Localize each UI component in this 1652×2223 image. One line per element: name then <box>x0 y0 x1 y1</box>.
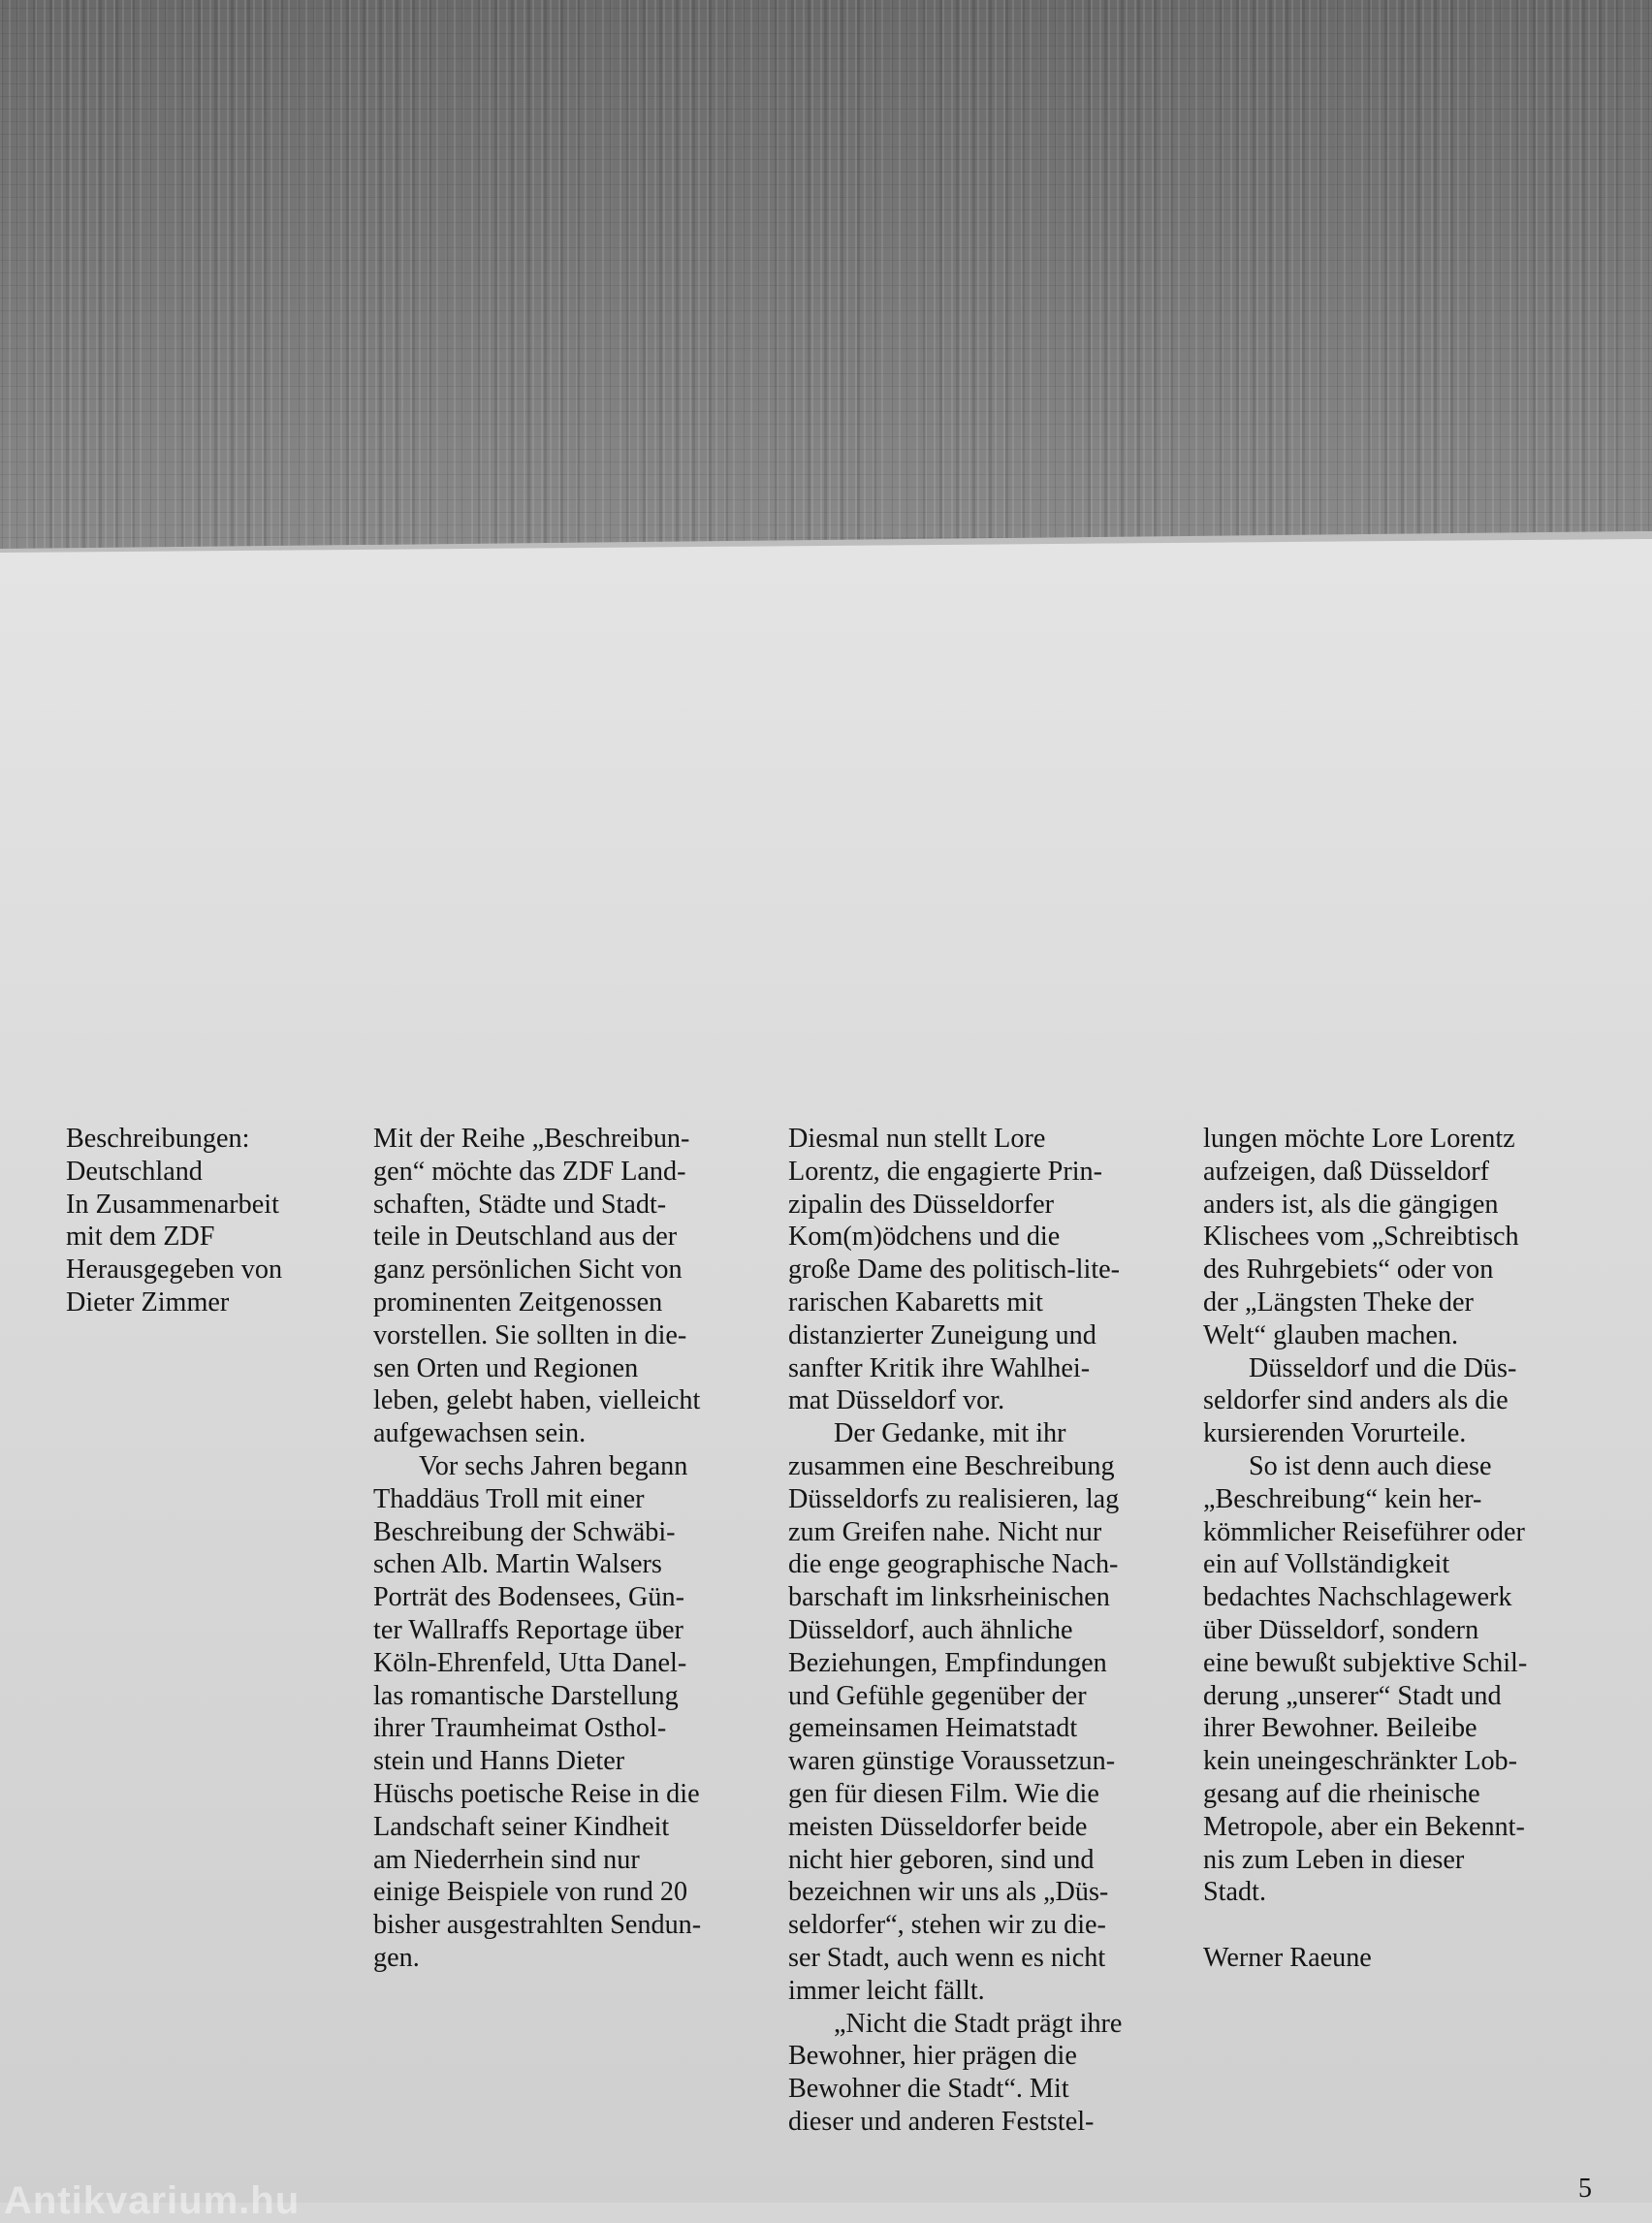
text-line: zusammen eine Beschreibung <box>788 1450 1115 1481</box>
colophon-line: mit dem ZDF <box>66 1222 215 1253</box>
text-line: Düsseldorf und die Düs- <box>1249 1352 1517 1383</box>
text-line: aufgewachsen sein. <box>373 1418 587 1449</box>
text-line: nis zum Leben in dieser <box>1203 1844 1465 1875</box>
text-line: Bewohner die Stadt“. Mit <box>788 2074 1069 2105</box>
text-line: Klischees vom „Schreibtisch <box>1203 1222 1519 1253</box>
text-column-3 <box>788 1123 1122 2139</box>
text-line: Stadt. <box>1203 1877 1266 1908</box>
text-line: vorstellen. Sie sollten in die- <box>373 1319 687 1350</box>
text-line: zipalin des Düsseldorfer <box>788 1189 1054 1220</box>
colophon-line: Dieter Zimmer <box>66 1286 230 1318</box>
text-line: Lorentz, die engagierte Prin- <box>788 1156 1103 1187</box>
text-line: große Dame des politisch-lite- <box>788 1254 1121 1286</box>
text-line: distanzierter Zuneigung und <box>788 1319 1096 1350</box>
text-line: leben, gelebt haben, vielleicht <box>373 1385 701 1416</box>
text-line: „Beschreibung“ kein her- <box>1203 1483 1482 1514</box>
text-line: waren günstige Voraussetzun- <box>788 1746 1116 1777</box>
text-line: bezeichnen wir uns als „Düs- <box>788 1877 1109 1908</box>
text-line: die enge geographische Nach- <box>788 1549 1119 1580</box>
text-line: „Nicht die Stadt prägt ihre <box>834 2008 1123 2039</box>
watermark: Antikvarium.hu <box>4 2179 301 2222</box>
text-line: des Ruhrgebiets“ oder von <box>1203 1254 1494 1286</box>
text-line: schaften, Städte und Stadt- <box>373 1189 667 1220</box>
text-line: ein auf Vollständigkeit <box>1203 1549 1450 1580</box>
text-line: seldorfer“, stehen wir zu die- <box>788 1910 1106 1941</box>
text-line: Beziehungen, Empfindungen <box>788 1647 1107 1678</box>
text-line: ter Wallraffs Reportage über <box>373 1614 683 1645</box>
text-line: kömmlicher Reiseführer oder <box>1203 1516 1525 1547</box>
text-line: Kom(m)ödchens und die <box>788 1222 1061 1253</box>
text-line: Mit der Reihe „Beschreibun- <box>373 1124 690 1154</box>
text-line: Welt“ glauben machen. <box>1203 1319 1459 1350</box>
text-line: gesang auf die rheinische <box>1203 1778 1480 1809</box>
text-line: eine bewußt subjektive Schil- <box>1203 1647 1528 1678</box>
text-line: sanfter Kritik ihre Wahlhei- <box>788 1352 1091 1383</box>
text-column-4 <box>1203 1123 1527 1975</box>
text-line: Thaddäus Troll mit einer <box>373 1483 645 1514</box>
text-line: am Niederrhein sind nur <box>373 1844 640 1875</box>
text-line: ihrer Bewohner. Beileibe <box>1203 1713 1477 1744</box>
text-line: Hüschs poetische Reise in die <box>373 1778 700 1809</box>
text-line: Düsseldorf, auch ähnliche <box>788 1614 1073 1645</box>
text-line: Vor sechs Jahren begann <box>419 1450 688 1481</box>
text-line: mat Düsseldorf vor. <box>788 1385 1005 1416</box>
text-line: aufzeigen, daß Düsseldorf <box>1203 1156 1490 1187</box>
text-line: teile in Deutschland aus der <box>373 1222 678 1253</box>
text-line: las romantische Darstellung <box>373 1680 679 1711</box>
text-line: schen Alb. Martin Walsers <box>373 1549 662 1580</box>
text-line: ganz persönlichen Sicht von <box>373 1254 683 1286</box>
wooden-table-background <box>0 0 1652 551</box>
colophon-line: In Zusammenarbeit <box>66 1189 279 1220</box>
text-line: und Gefühle gegenüber der <box>788 1680 1087 1711</box>
text-line: dieser und anderen Feststel- <box>788 2106 1095 2137</box>
text-line: Der Gedanke, mit ihr <box>834 1418 1066 1449</box>
text-line: Beschreibung der Schwäbi- <box>373 1516 676 1547</box>
text-line: ihrer Traumheimat Osthol- <box>373 1713 667 1744</box>
text-line: seldorfer sind anders als die <box>1203 1385 1509 1416</box>
text-line: gen“ möchte das ZDF Land- <box>373 1156 686 1187</box>
text-line: nicht hier geboren, sind und <box>788 1844 1095 1875</box>
text-line: Köln-Ehrenfeld, Utta Danel- <box>373 1647 687 1678</box>
text-line: bedachtes Nachschlagewerk <box>1203 1582 1512 1613</box>
colophon-column <box>66 1123 282 1319</box>
text-line: barschaft im linksrheinischen <box>788 1582 1110 1613</box>
text-column-2 <box>373 1123 701 1975</box>
text-line: sen Orten und Regionen <box>373 1352 639 1383</box>
colophon-line: Beschreibungen: <box>66 1124 250 1154</box>
text-line: gemeinsamen Heimatstadt <box>788 1713 1078 1744</box>
text-line: anders ist, als die gängigen <box>1203 1189 1499 1220</box>
text-line: zum Greifen nahe. Nicht nur <box>788 1516 1102 1547</box>
text-line: rarischen Kabaretts mit <box>788 1286 1043 1318</box>
text-line: lungen möchte Lore Lorentz <box>1203 1124 1515 1154</box>
text-line: So ist denn auch diese <box>1249 1450 1492 1481</box>
text-line: stein und Hanns Dieter <box>373 1746 625 1777</box>
text-line: kein uneingeschränkter Lob- <box>1203 1746 1518 1777</box>
text-line: Düsseldorfs zu realisieren, lag <box>788 1483 1120 1514</box>
text-line: Metropole, aber ein Bekennt- <box>1203 1811 1525 1842</box>
text-line: gen für diesen Film. Wie die <box>788 1778 1099 1809</box>
text-line: Bewohner, hier prägen die <box>788 2041 1077 2072</box>
text-line: der „Längsten Theke der <box>1203 1286 1474 1318</box>
text-line: ser Stadt, auch wenn es nicht <box>788 1942 1106 1973</box>
text-line: einige Beispiele von rund 20 <box>373 1877 688 1908</box>
text-line: immer leicht fällt. <box>788 1975 985 2006</box>
text-line: über Düsseldorf, sondern <box>1203 1614 1479 1645</box>
text-line: kursierenden Vorurteile. <box>1203 1418 1467 1449</box>
text-line: Diesmal nun stellt Lore <box>788 1124 1046 1154</box>
text-line: bisher ausgestrahlten Sendun- <box>373 1910 702 1941</box>
text-line: Landschaft seiner Kindheit <box>373 1811 670 1842</box>
text-line: Porträt des Bodensees, Gün- <box>373 1582 684 1613</box>
text-line: meisten Düsseldorfer beide <box>788 1811 1088 1842</box>
page-number: 5 <box>1578 2174 1592 2204</box>
colophon-line: Herausgegeben von <box>66 1254 283 1286</box>
author-signature: Werner Raeune <box>1203 1942 1372 1973</box>
colophon-line: Deutschland <box>66 1156 203 1187</box>
text-line: prominenten Zeitgenossen <box>373 1286 663 1318</box>
text-line: derung „unserer“ Stadt und <box>1203 1680 1502 1711</box>
text-line: gen. <box>373 1942 420 1973</box>
